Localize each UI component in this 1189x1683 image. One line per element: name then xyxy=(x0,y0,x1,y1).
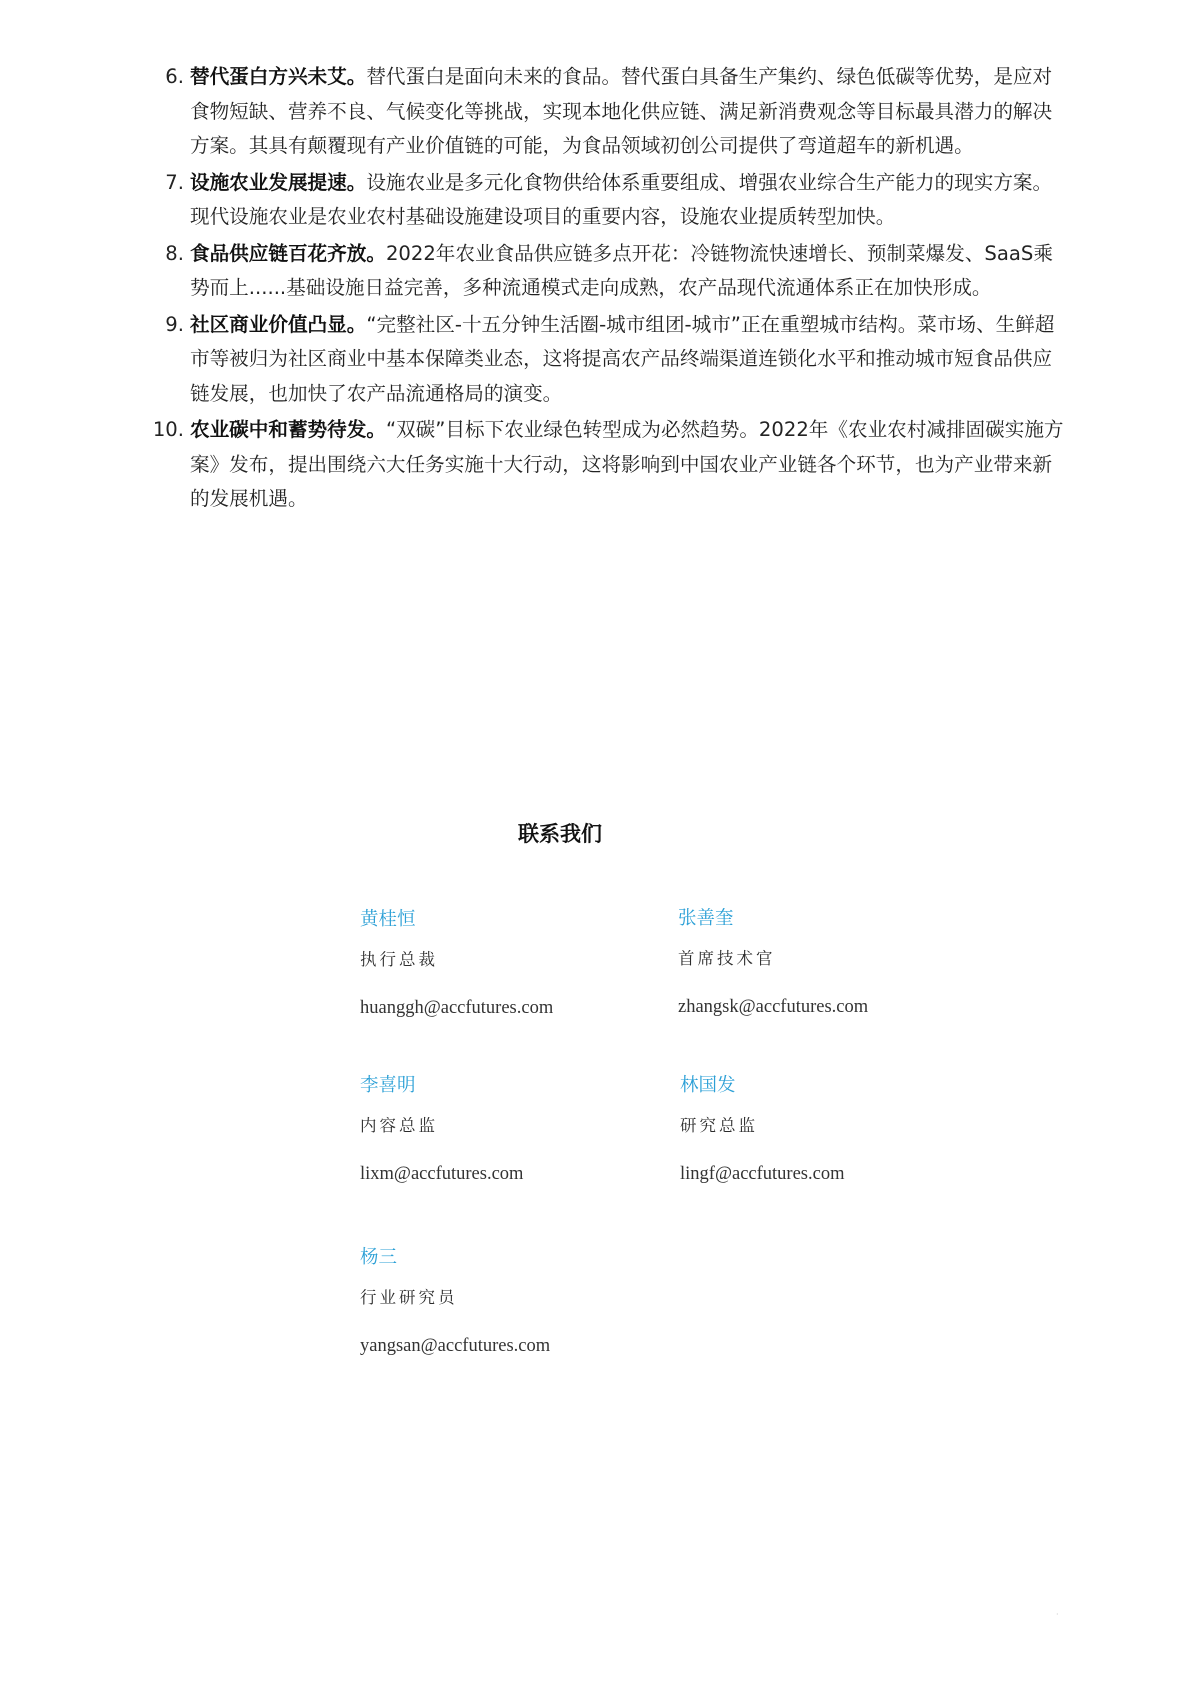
list-item xyxy=(148,166,1068,235)
item-body: “双碳”目标下农业绿色转型成为必然趋势。2022年《农业农村减排固碳实施方案》发布，提出围绕六大任务实施十大行动，这将影响到中国农业产业链各个环节，也为产业带来新的发展机遇。 xyxy=(190,418,1064,510)
item-heading: 农业碳中和蓄势待发。 xyxy=(190,418,386,441)
contact-role: 行业研究员 xyxy=(360,1288,458,1307)
list-item xyxy=(148,308,1068,412)
contact-card xyxy=(360,907,660,1020)
list-item xyxy=(148,237,1068,306)
item-body: 2022年农业食品供应链多点开花：冷链物流快速增长、预制菜爆发、SaaS乘势而上......基础设施日益完善，多种流通模式走向成熟，农产品现代流通体系正在加快形成。 xyxy=(190,241,1053,299)
trend-list xyxy=(148,60,1068,519)
contact-card xyxy=(678,906,978,1019)
contact-email[interactable]: huanggh@accfutures.com xyxy=(360,998,554,1018)
item-heading: 食品供应链百花齐放。 xyxy=(190,241,386,265)
item-number: 6. xyxy=(165,65,184,88)
contact-name: 杨三 xyxy=(360,1247,398,1268)
contact-email[interactable]: lixm@accfutures.com xyxy=(360,1164,524,1184)
item-body: “完整社区-十五分钟生活圈-城市组团-城市”正在重塑城市结构。菜市场、生鲜超市等被归为社区商业中基本保障类业态，这将提高农产品终端渠道连锁化水平和推动城市短食品供应链发展，也加快了农产品流通格局的演变。 xyxy=(190,312,1055,405)
item-heading: 设施农业发展提速。 xyxy=(190,170,367,194)
contact-name: 张善奎 xyxy=(678,908,734,929)
contact-email[interactable]: zhangsk@accfutures.com xyxy=(678,997,869,1017)
list-item xyxy=(148,413,1068,517)
contact-name: 李喜明 xyxy=(360,1075,416,1096)
item-heading: 社区商业价值凸显。 xyxy=(190,312,367,336)
contact-card xyxy=(680,1073,980,1186)
item-heading: 替代蛋白方兴未艾。 xyxy=(190,65,367,88)
item-number: 10. xyxy=(152,418,184,441)
contact-name: 黄桂恒 xyxy=(360,909,416,930)
page-mark: · xyxy=(1056,1610,1059,1619)
contact-role: 首席技术官 xyxy=(678,949,776,968)
item-number: 8. xyxy=(165,241,184,265)
contact-email[interactable]: lingf@accfutures.com xyxy=(680,1164,845,1184)
contact-name: 林国发 xyxy=(680,1075,736,1096)
item-body: 设施农业是多元化食物供给体系重要组成、增强农业综合生产能力的现实方案。现代设施农业是农业农村基础设施建设项目的重要内容，设施农业提质转型加快。 xyxy=(190,170,1053,228)
contact-role: 执行总裁 xyxy=(360,950,438,969)
item-number: 9. xyxy=(165,312,184,336)
contact-card xyxy=(360,1073,660,1186)
contact-role: 研究总监 xyxy=(680,1116,758,1135)
item-body: 替代蛋白是面向未来的食品。替代蛋白具备生产集约、绿色低碳等优势，是应对食物短缺、营养不良、气候变化等挑战，实现本地化供应链、满足新消费观念等目标最具潜力的解决方案。其具有颠覆现有产业价值链的可能，为食品领域初创公司提供了弯道超车的新机遇。 xyxy=(190,65,1053,157)
contact-section-title: 联系我们 xyxy=(518,822,602,846)
item-number: 7. xyxy=(165,170,184,194)
list-item xyxy=(148,60,1068,164)
contact-email[interactable]: yangsan@accfutures.com xyxy=(360,1336,551,1356)
contact-card xyxy=(360,1245,660,1358)
contact-role: 内容总监 xyxy=(360,1116,438,1135)
